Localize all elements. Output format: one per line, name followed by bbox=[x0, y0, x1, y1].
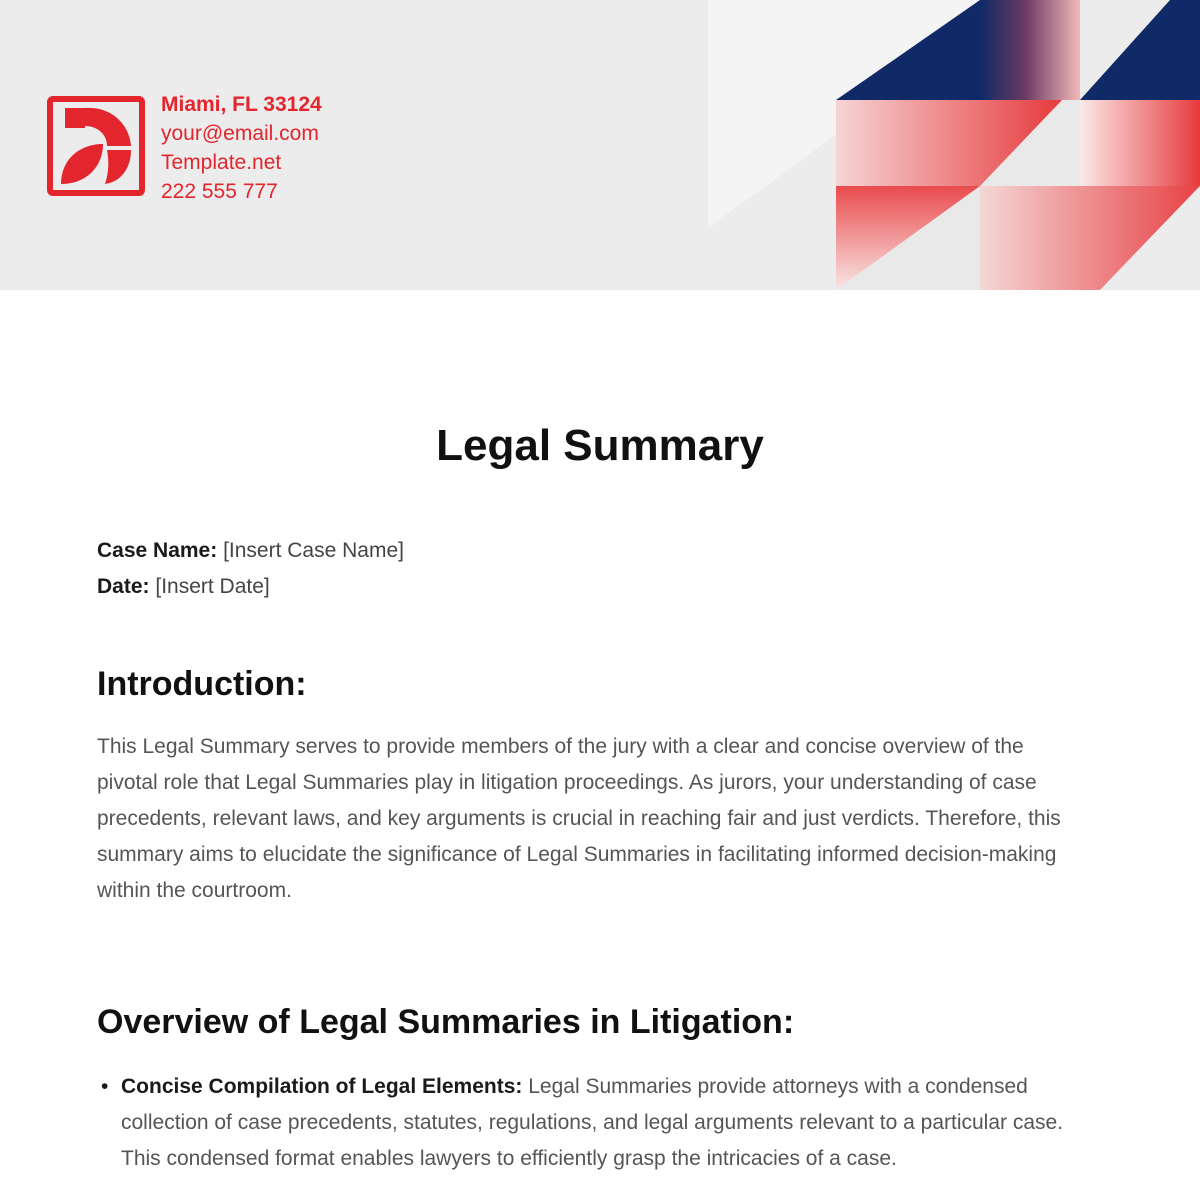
contact-email[interactable]: your@email.com bbox=[161, 122, 319, 145]
date-row bbox=[97, 569, 404, 605]
overview-heading: Overview of Legal Summaries in Litigation: bbox=[97, 1003, 795, 1041]
contact-city: Miami, FL 33124 bbox=[161, 93, 322, 116]
contact-phone: 222 555 777 bbox=[161, 180, 278, 203]
introduction-paragraph: This Legal Summary serves to provide members of the jury with a clear and concise overview of the pivotal role that Legal Summaries play in litigation proceedings. As jurors, your understanding of case precedents, relevant laws, and key arguments is crucial in reaching fair and just verdicts. Therefore, this summary aims to elucidate the significance of Legal Summaries in facilitating informed decision-making within the courtroom. bbox=[97, 735, 1061, 902]
company-logo-icon bbox=[47, 96, 145, 196]
case-name-value: [Insert Case Name] bbox=[223, 539, 404, 562]
case-name-row bbox=[97, 533, 404, 569]
date-label: Date: bbox=[97, 575, 150, 598]
red-gradient-shape-2 bbox=[1080, 100, 1200, 186]
contact-website[interactable]: Template.net bbox=[161, 151, 282, 174]
list-item-label: Concise Compilation of Legal Elements: bbox=[121, 1075, 523, 1098]
introduction-heading: Introduction: bbox=[97, 665, 307, 703]
navy-gradient-band bbox=[980, 0, 1080, 100]
letterhead-header bbox=[0, 0, 1200, 290]
document-title: Legal Summary bbox=[436, 421, 764, 470]
list-item-text: Legal Summaries provide attorneys with a condensed collection of case precedents, statutes, regulations, and legal arguments relevant to a particular case. This condensed format enables lawyers to efficiently grasp the intricacies of a case. bbox=[121, 1075, 1064, 1170]
bullet-dot-icon: • bbox=[101, 1075, 109, 1098]
list-item bbox=[97, 1069, 1087, 1177]
date-value: [Insert Date] bbox=[155, 575, 270, 598]
overview-list bbox=[97, 1069, 1087, 1177]
case-meta bbox=[97, 533, 404, 605]
case-name-label: Case Name: bbox=[97, 539, 218, 562]
contact-block bbox=[161, 90, 322, 206]
